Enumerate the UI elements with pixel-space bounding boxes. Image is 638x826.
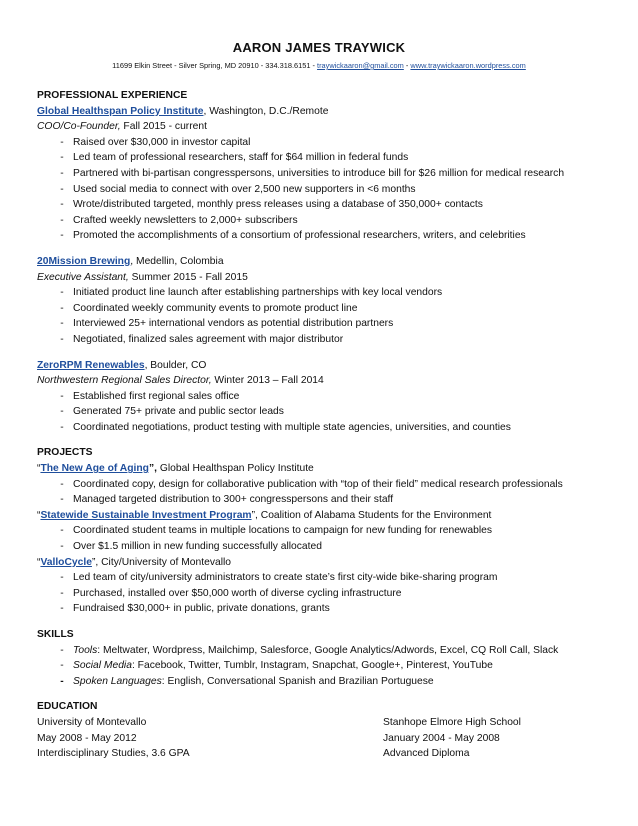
list-item: - Interviewed 25+ international vendors as potential distribution partners <box>60 318 394 330</box>
list-item: - Wrote/distributed targeted, monthly press releases using a database of 350,000+ contacts <box>60 199 483 211</box>
education-row: May 2008 - May 2012 January 2004 - May 2008 <box>37 732 500 744</box>
list-item: - Coordinated copy, design for collaborative publication with “top of their field” medical research professionals <box>60 478 563 490</box>
contact-line <box>0 61 638 70</box>
list-item: - Established first regional sales office <box>60 390 240 402</box>
list-item: - Led team of professional researchers, staff for $64 million in federal funds <box>60 152 409 164</box>
job-dates: Winter 2013 – Fall 2014 <box>211 375 324 387</box>
project-title-link[interactable]: ValloCycle <box>40 556 92 568</box>
job-dates: Summer 2015 - Fall 2015 <box>128 271 248 283</box>
education-row: University of Montevallo Stanhope Elmore High School <box>37 716 521 728</box>
job-title: Northwestern Regional Sales Director, <box>37 375 212 387</box>
project-org: Coalition of Alabama Students for the Environment <box>257 509 492 521</box>
list-item: - Over $1.5 million in new funding successfully allocated <box>60 541 322 553</box>
education-heading: EDUCATION <box>37 701 98 713</box>
job-org-link[interactable]: 20Mission Brewing <box>37 255 131 267</box>
project-entry: “Statewide Sustainable Investment Program”, Coalition of Alabama Students for the Environment - Coordinated student teams in multiple locations to campaign for new funding for renewables - Over $1.5 million in new funding successfully allocated <box>37 508 632 555</box>
job-dates: Fall 2015 - current <box>120 121 207 133</box>
job-title: COO/Co-Founder, <box>37 121 121 133</box>
list-item: - Coordinated negotiations, product testing with multiple state agencies, universities, and counties <box>60 421 511 433</box>
list-item: - Used social media to connect with over 2,500 new supporters in <6 months <box>60 183 416 195</box>
website-link[interactable]: www.traywickaaron.wordpress.com <box>410 61 526 70</box>
job-location: , Medellin, Colombia <box>130 255 224 267</box>
project-org: City/University of Montevallo <box>98 556 232 568</box>
experience-heading: PROFESSIONAL EXPERIENCE <box>37 90 188 101</box>
job-entry <box>37 254 632 348</box>
job-entry <box>37 104 632 244</box>
project-title-link[interactable]: The New Age of Aging <box>40 463 149 475</box>
list-item: - Initiated product line launch after establishing partnerships with key local vendors <box>60 287 443 299</box>
contact-separator: - <box>403 61 411 70</box>
list-item: - Coordinated student teams in multiple locations to campaign for new funding for renewables <box>60 525 492 537</box>
list-item: - Managed targeted distribution to 300+ congresspersons and their staff <box>60 494 394 506</box>
project-org: Global Healthspan Policy Institute <box>156 463 314 475</box>
candidate-name: AARON JAMES TRAYWICK <box>232 40 406 55</box>
skills-heading: SKILLS <box>37 629 74 640</box>
list-item: - Purchased, installed over $50,000 worth of diverse cycling infrastructure <box>60 587 402 599</box>
list-item: - Negotiated, finalized sales agreement with major distributor <box>60 333 344 345</box>
education-row: Interdisciplinary Studies, 3.6 GPA Advanced Diploma <box>37 748 470 760</box>
list-item: - Crafted weekly newsletters to 2,000+ subscribers <box>60 214 298 226</box>
email-link[interactable]: traywickaaron@gmail.com <box>317 61 404 70</box>
list-item: - Generated 75+ private and public sector leads <box>60 406 284 418</box>
resume-body <box>37 88 632 762</box>
skill-item: - Spoken Languages : English, Conversational Spanish and Brazilian Portuguese <box>60 675 434 687</box>
job-location: , Boulder, CO <box>144 359 207 371</box>
project-entry: “The New Age of Aging”, Global Healthspan Policy Institute - Coordinated copy, design for collaborative publication with “top of their field” medical research professionals - Managed targeted distribution to 300+ congresspersons and their staff <box>37 461 632 508</box>
contact-address: 11699 Elkin Street - Silver Spring, MD 20910 - 334.318.6151 - <box>112 61 318 70</box>
project-title-link[interactable]: Statewide Sustainable Investment Program <box>40 509 252 521</box>
list-item: - Partnered with bi-partisan congresspersons, universities to introduce bill for $26 million for medical research <box>60 167 565 179</box>
skill-item: - Tools : Meltwater, Wordpress, Mailchimp, Salesforce, Google Analytics/Adwords, Excel, CQ Roll Call, Slack <box>60 644 559 656</box>
list-item: - Fundraised $30,000+ in public, private donations, grants <box>60 603 330 615</box>
project-entry: “ValloCycle”, City/University of Montevallo - Led team of city/university administrators to create state’s first city-wide bike-sharing program - Purchased, installed over $50,000 worth of diverse cycling infrastructure - Fundraised $30,000+ in public, private donations, grants <box>37 555 632 617</box>
job-location: , Washington, D.C./Remote <box>203 105 329 117</box>
job-org-link[interactable]: Global Healthspan Policy Institute <box>37 105 204 117</box>
job-org-link[interactable]: ZeroRPM Renewables <box>37 359 145 371</box>
list-item: - Coordinated weekly community events to promote product line <box>60 302 358 314</box>
projects-heading: PROJECTS <box>37 447 93 459</box>
list-item: - Promoted the accomplishments of a consortium of professional researchers, writers, and celebrities <box>60 230 526 242</box>
job-entry <box>37 358 632 436</box>
list-item: - Raised over $30,000 in investor capital <box>60 136 251 148</box>
job-title: Executive Assistant, <box>37 271 129 283</box>
skill-item: - Social Media : Facebook, Twitter, Tumblr, Instagram, Snapchat, Google+, Pinterest, YouTube <box>60 660 493 672</box>
list-item: - Led team of city/university administrators to create state’s first city-wide bike-sharing program <box>60 572 498 584</box>
